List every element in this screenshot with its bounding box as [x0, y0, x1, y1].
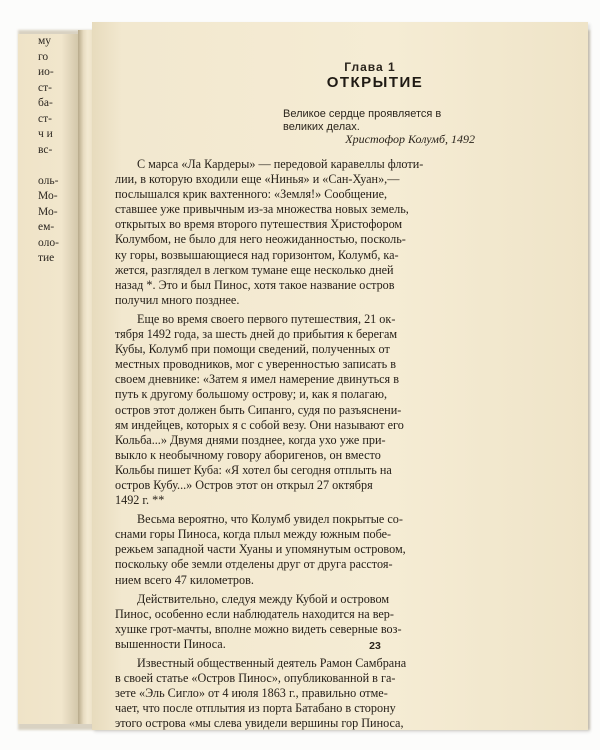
text-line: нием всего 47 километров.	[115, 572, 254, 587]
left-page-line: ч и	[38, 128, 53, 140]
text-line: жется, разглядел в легком тумане еще несколько дней	[115, 262, 394, 277]
page-number: 23	[369, 640, 381, 652]
text-line: Кубы, Колумб при помощи сведений, полученных от	[115, 342, 390, 357]
text-line: С марса «Ла Кардеры» — передовой каравеллы флоти-	[137, 157, 424, 171]
text-line: получил много позднее.	[115, 292, 240, 307]
text-line: своем дневнике: «Затем я имел намерение двинуться в	[115, 372, 399, 387]
text-line: 1492 г. **	[115, 493, 165, 508]
left-page-line: оль-	[38, 174, 59, 187]
text-line: снами горы Пиноса, когда плыл между южным побе-	[115, 527, 392, 542]
body-text	[115, 157, 475, 731]
text-line: Колумбом, не было для него неожиданностью, посколь-	[115, 232, 406, 247]
text-line: Действительно, следуя между Кубой и островом	[137, 591, 390, 606]
text-line: поскольку обе земли отделены друг от друга расстоя-	[115, 557, 393, 572]
text-line: Пинос, особенно если наблюдатель находится на вер-	[115, 606, 394, 621]
text-line: Еще во время своего первого путешествия, 21 ок-	[137, 311, 396, 326]
text-line: послышался крик вахтенного: «Земля!» Сообщение,	[115, 187, 388, 202]
text-line: выкло к необычному говору аборигенов, он вместо	[115, 447, 381, 462]
text-line: ям индейцев, которых я с собой везу. Они называют его	[115, 417, 404, 432]
text-line: режьем западной части Хуаны и упомянутым островом,	[115, 542, 406, 557]
text-line: Весьма вероятно, что Колумб увидел покрытые со-	[137, 512, 403, 527]
left-page-line: му	[38, 35, 52, 47]
text-line: путь к другому большому острову; и, как я полагаю,	[115, 387, 388, 402]
left-page-line: Мо-	[38, 205, 58, 218]
text-line: ставшее уже привычным из-за множества новых земель,	[115, 202, 409, 217]
text-line: хушке грот-мачты, вполне можно видеть северные воз-	[115, 621, 402, 636]
left-page-line	[38, 158, 78, 174]
left-page	[18, 34, 81, 724]
left-page-line: вс-	[38, 143, 53, 156]
epigraph-author: Христофор Колумб, 1492	[345, 132, 475, 146]
left-page-line: ба-	[38, 97, 53, 109]
left-page-line: тие	[38, 252, 55, 264]
text-line: Кольба...» Двумя днями позднее, когда ухо уже при-	[115, 432, 386, 447]
left-page-line: го	[38, 50, 49, 63]
text-line: местных проводников, мог с уверенностью записать в	[115, 357, 396, 372]
text-line: вышенности Пиноса.	[115, 636, 226, 651]
left-page-line: ст-	[38, 81, 52, 94]
epigraph: Великое сердце проявляется в великих делах.	[283, 108, 442, 133]
text-line: Кольбы пишет Куба: «Я хотел бы сегодня отплыть на	[115, 462, 392, 477]
left-page-line: ст-	[38, 112, 52, 125]
chapter-title: ОТКРЫТИЕ	[326, 74, 424, 91]
left-page-line: ем-	[38, 221, 55, 233]
left-page-line: Мо-	[38, 190, 58, 202]
text-line: этого острова «мы слева увидели вершины гор Пиноса,	[115, 716, 404, 731]
text-line: остров этот должен быть Сипанго, судя по разъяснени-	[115, 402, 402, 417]
left-page-line: ио-	[38, 66, 54, 78]
text-line: открытых во время второго путешествия Христофором	[115, 217, 403, 232]
text-line: Известный общественный деятель Рамон Самбрана	[137, 656, 407, 670]
text-line: лии, в которую входили еще «Нинья» и «Сан-Хуан»,—	[115, 172, 400, 187]
chapter-number: Глава 1	[344, 60, 396, 74]
left-page-text	[38, 34, 78, 267]
text-line: чает, что после отплытия из порта Батабано в сторону	[115, 701, 396, 716]
text-line: зете «Эль Сигло» от 4 июля 1863 г., правильно отме-	[115, 686, 388, 701]
text-line: в своей статье «Остров Пинос», опубликованной в га-	[115, 671, 396, 686]
text-line: тября 1492 года, за шесть дней до прибытия к берегам	[115, 327, 398, 342]
text-line: остров Кубу...» Остров этот он открыл 27 октября	[115, 477, 373, 492]
text-line: ку горы, возвышающиеся над горизонтом, Колумб, ка-	[115, 247, 399, 262]
text-line: назад *. Это и был Пинос, хотя такое название остров	[115, 277, 395, 292]
left-page-line: оло-	[38, 236, 59, 249]
